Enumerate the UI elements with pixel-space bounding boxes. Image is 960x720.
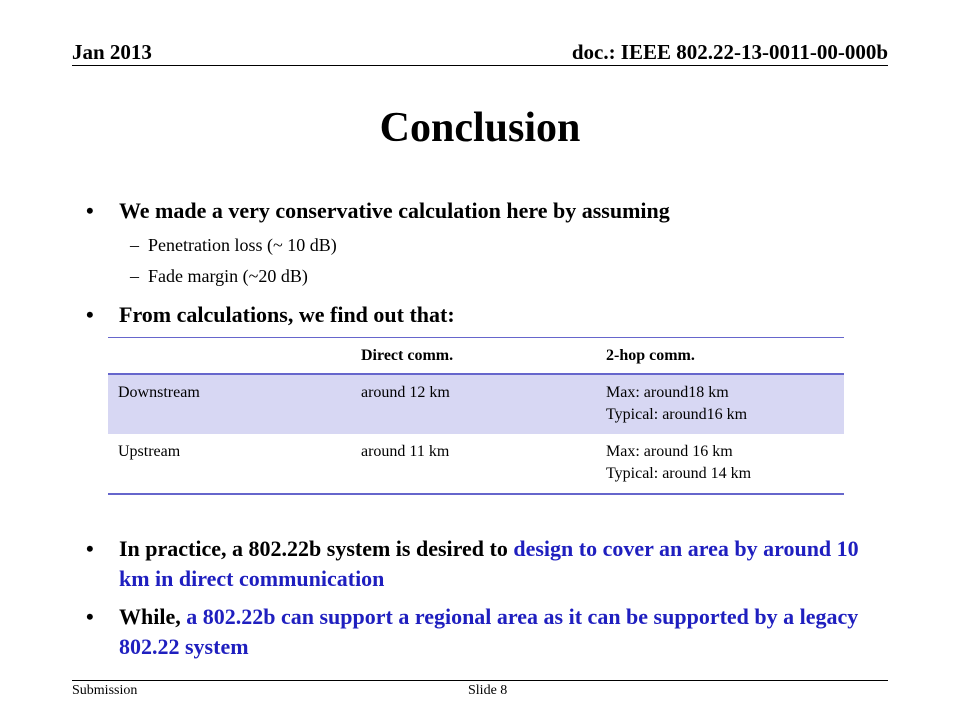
bullet-1-text: We made a very conservative calculation here by assuming	[119, 198, 670, 223]
bullet-dot: •	[86, 604, 94, 629]
footer-submission: Submission	[72, 683, 138, 698]
hop-typical: Typical: around 14 km	[606, 464, 752, 482]
table-header-row	[108, 338, 844, 374]
table-row	[108, 374, 844, 434]
hop-max: Max: around 16 km	[606, 442, 733, 460]
table-header-2hop: 2-hop comm.	[596, 338, 844, 374]
sub-bullet-2-text: Fade margin (~20 dB)	[148, 266, 308, 286]
header-date: Jan 2013	[72, 40, 152, 64]
header-doc-id: doc.: IEEE 802.22-13-0011-00-000b	[571, 40, 888, 64]
bullet-2-text: From calculations, we find out that:	[119, 302, 455, 327]
sub-bullet-1-text: Penetration loss (~ 10 dB)	[148, 235, 337, 255]
bullet-4-highlight: a 802.22b can support a regional area as it can be supported by a legacy 802.22 system	[119, 604, 859, 659]
hop-value	[596, 434, 844, 494]
table-header-empty	[108, 338, 351, 374]
table-header-direct: Direct comm.	[351, 338, 596, 374]
hop-max: Max: around18 km	[606, 383, 729, 401]
footer-rule	[72, 680, 888, 681]
table-row	[108, 434, 844, 494]
bullet-dot: •	[86, 302, 94, 327]
bullet-3-text	[119, 534, 879, 594]
hop-value	[596, 374, 844, 434]
bullet-dot: •	[86, 198, 94, 223]
bullet-3-plain: In practice, a 802.22b system is desired to	[119, 536, 514, 561]
bullet-3-highlight: design to cover an area by around 10 km in direct communication	[119, 536, 859, 591]
sub-bullet-2	[130, 266, 308, 287]
bullet-4-plain: While,	[119, 604, 187, 629]
sub-bullet-dash: –	[130, 266, 139, 286]
slide-title: Conclusion	[379, 105, 581, 151]
direct-value: around 11 km	[351, 434, 596, 494]
row-label: Downstream	[108, 374, 351, 434]
row-label: Upstream	[108, 434, 351, 494]
sub-bullet-dash: –	[130, 235, 139, 255]
footer-slide-number: Slide 8	[468, 683, 508, 698]
hop-typical: Typical: around16 km	[606, 405, 748, 423]
bullet-4-text	[119, 602, 879, 662]
direct-value: around 12 km	[351, 374, 596, 434]
sub-bullet-1	[130, 235, 337, 256]
range-table	[108, 337, 844, 495]
bullet-dot: •	[86, 536, 94, 561]
header-rule	[72, 65, 888, 66]
